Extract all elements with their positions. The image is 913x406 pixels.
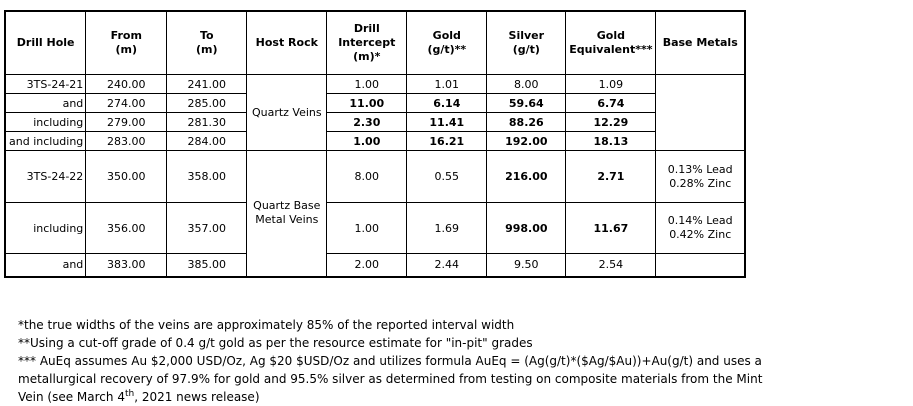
cell-gold: 2.44	[407, 254, 487, 277]
cell-from: 350.00	[86, 151, 167, 203]
cell-gold: 1.69	[407, 203, 487, 254]
cell-gold: 11.41	[407, 113, 487, 132]
column-header-gold: Gold (g/t)**	[407, 11, 487, 75]
cell-to: 284.00	[167, 132, 247, 151]
cell-silver: 216.00	[487, 151, 566, 203]
cell-drill-hole: including	[5, 203, 86, 254]
cell-silver: 8.00	[487, 75, 566, 94]
cell-gold: 6.14	[407, 94, 487, 113]
cell-to: 281.30	[167, 113, 247, 132]
cell-drill-hole: 3TS-24-22	[5, 151, 86, 203]
column-header-to: To (m)	[167, 11, 247, 75]
cell-base-metals	[656, 254, 745, 277]
cell-gold-eq: 6.74	[566, 94, 656, 113]
table-row-5	[5, 151, 745, 203]
cell-silver: 59.64	[487, 94, 566, 113]
cell-gold-eq: 18.13	[566, 132, 656, 151]
column-header-from: From (m)	[86, 11, 167, 75]
cell-base-metals: 0.13% Lead 0.28% Zinc	[656, 151, 745, 203]
column-header-base-metals: Base Metals	[656, 11, 745, 75]
cell-gold-eq: 1.09	[566, 75, 656, 94]
drill-results-table	[4, 10, 746, 278]
table-row-3	[5, 113, 745, 132]
cell-from: 283.00	[86, 132, 167, 151]
table-header	[5, 11, 745, 75]
cell-gold-eq: 12.29	[566, 113, 656, 132]
cell-silver: 9.50	[487, 254, 566, 277]
cell-base-metals: 0.14% Lead 0.42% Zinc	[656, 203, 745, 254]
cell-from: 383.00	[86, 254, 167, 277]
cell-gold: 0.55	[407, 151, 487, 203]
cell-to: 241.00	[167, 75, 247, 94]
cell-silver: 192.00	[487, 132, 566, 151]
cell-silver: 88.26	[487, 113, 566, 132]
table-row-4	[5, 132, 745, 151]
cell-from: 274.00	[86, 94, 167, 113]
cell-intercept: 11.00	[327, 94, 407, 113]
footnote-3-line-1: *** AuEq assumes Au $2,000 USD/Oz, Ag $20 $USD/Oz and utilizes formula AuEq = (Ag(g/t)*($Ag/$Au))+Au(g/t) and uses a	[18, 354, 762, 368]
cell-to: 357.00	[167, 203, 247, 254]
footnote-text-post: , 2021 news release)	[134, 390, 260, 404]
cell-host-rock: Quartz Base Metal Veins	[247, 151, 327, 277]
cell-from: 356.00	[86, 203, 167, 254]
cell-intercept: 1.00	[327, 203, 407, 254]
cell-gold-eq: 2.54	[566, 254, 656, 277]
column-header-gold-eq: Gold Equivalent***	[566, 11, 656, 75]
table-row-6	[5, 203, 745, 254]
footnote-3-line-2: metallurgical recovery of 97.9% for gold and 95.5% silver as determined from testing on composite materials from the Mint	[18, 372, 763, 386]
cell-host-rock: Quartz Veins	[247, 75, 327, 151]
cell-silver: 998.00	[487, 203, 566, 254]
cell-drill-hole: including	[5, 113, 86, 132]
cell-intercept: 2.00	[327, 254, 407, 277]
table-row-7	[5, 254, 745, 277]
cell-intercept: 1.00	[327, 75, 407, 94]
cell-gold: 16.21	[407, 132, 487, 151]
table-row-1	[5, 75, 745, 94]
cell-gold-eq: 11.67	[566, 203, 656, 254]
cell-gold-eq: 2.71	[566, 151, 656, 203]
cell-from: 240.00	[86, 75, 167, 94]
column-header-intercept: Drill Intercept (m)*	[327, 11, 407, 75]
cell-to: 285.00	[167, 94, 247, 113]
footnotes	[18, 316, 762, 406]
cell-to: 385.00	[167, 254, 247, 277]
cell-intercept: 1.00	[327, 132, 407, 151]
column-header-drill-hole: Drill Hole	[5, 11, 86, 75]
footnote-3-line-3	[18, 388, 762, 406]
cell-base-metals	[656, 75, 745, 151]
cell-to: 358.00	[167, 151, 247, 203]
footnote-text-pre: Vein (see March 4	[18, 390, 125, 404]
cell-intercept: 8.00	[327, 151, 407, 203]
cell-drill-hole: 3TS-24-21	[5, 75, 86, 94]
cell-drill-hole: and	[5, 94, 86, 113]
table-body	[5, 75, 745, 277]
column-header-silver: Silver (g/t)	[487, 11, 566, 75]
cell-from: 279.00	[86, 113, 167, 132]
column-header-host-rock: Host Rock	[247, 11, 327, 75]
header-row	[5, 11, 745, 75]
cell-gold: 1.01	[407, 75, 487, 94]
footnote-1: *the true widths of the veins are approximately 85% of the reported interval width	[18, 318, 515, 332]
table-row-2	[5, 94, 745, 113]
cell-drill-hole: and including	[5, 132, 86, 151]
cell-intercept: 2.30	[327, 113, 407, 132]
cell-drill-hole: and	[5, 254, 86, 277]
footnote-2: **Using a cut-off grade of 0.4 g/t gold as per the resource estimate for "in-pit" grades	[18, 336, 533, 350]
superscript-th: th	[124, 389, 135, 399]
